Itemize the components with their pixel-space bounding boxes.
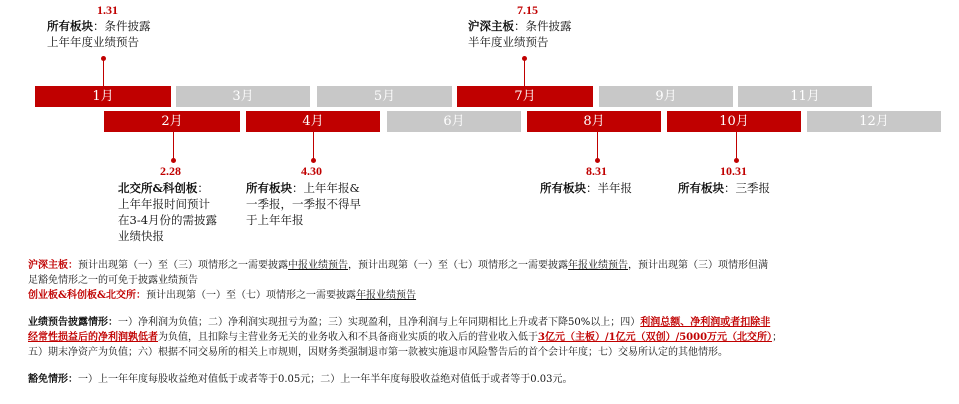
month-bar-feb: 2月 <box>104 111 240 132</box>
event-marker-feb28 <box>171 158 176 163</box>
month-bar-dec: 12月 <box>807 111 941 132</box>
event-date-jan31: 1.31 <box>97 3 118 17</box>
note-gem-star-bse: 创业板&科创板&北交所：预计出现第（一）至（七）项情形之一需要披露年报业绩预告 <box>28 290 417 301</box>
event-date-jul15: 7.15 <box>517 3 538 17</box>
event-annotation-jul15: 沪深主板：条件披露 半年度业绩预告 <box>468 19 572 49</box>
event-marker-aug31 <box>595 158 600 163</box>
event-date-feb28: 2.28 <box>160 164 181 178</box>
event-annotation-oct31: 所有板块：三季报 <box>678 181 770 195</box>
month-bar-jul: 7月 <box>457 86 593 107</box>
event-annotation-aug31: 所有板块：半年报 <box>540 181 632 195</box>
event-annotation-apr30: 所有板块：上年年报& 一季报，一季报不得早 于上年年报 <box>246 181 361 227</box>
event-annotation-feb28: 北交所&科创板： 上年年报时间预计 在3-4月份的需披露 业绩快报 <box>118 181 218 243</box>
month-bar-nov: 11月 <box>738 86 872 107</box>
month-bar-oct: 10月 <box>667 111 801 132</box>
event-line-jan31 <box>103 58 104 86</box>
event-marker-oct31 <box>734 158 739 163</box>
notes-section <box>28 258 933 387</box>
note-disclosure-conditions: 业绩预告披露情形：一）净利润为负值；二）净利润实现扭亏为盈；三）实现盈利，且净利润与上年同期相比上升或者下降50%以上；四）利润总额、净利润或者扣除非 经常性损益后的净利润孰低者为负值，且扣除与主营业务无关的业务收入和不具备商业实质的收入后的营业收入低于3亿元（主板）/1亿元（双创）/5000万元（北交所）； 五）期末净资产为负值；六）根据不同交易所的相关上市规则，因财务类强制退市第一款被实施退市风险警告后的首个会计年度；七）交易所认定的其他情形。 <box>28 317 783 358</box>
event-line-jul15 <box>524 58 525 86</box>
note-main-board: 沪深主板：预计出现第（一）至（三）项情形之一需要披露中报业绩预告，预计出现第（一）至（七）项情形之一需要披露年报业绩预告，预计出现第（三）项情形但满 足豁免情形之一的可免于披露业绩预告 <box>28 260 768 286</box>
month-bar-jun: 6月 <box>387 111 521 132</box>
event-date-apr30: 4.30 <box>301 164 322 178</box>
month-bar-aug: 8月 <box>527 111 661 132</box>
note-exemptions: 豁免情形：一）上一年年度每股收益绝对值低于或者等于0.05元；二）上一年半年度每股收益绝对值低于或者等于0.03元。 <box>28 374 573 385</box>
month-bar-may: 5月 <box>317 86 452 107</box>
event-date-oct31: 10.31 <box>720 164 747 178</box>
month-bar-sep: 9月 <box>599 86 733 107</box>
event-marker-apr30 <box>311 158 316 163</box>
month-bar-mar: 3月 <box>176 86 310 107</box>
month-bar-apr: 4月 <box>246 111 380 132</box>
month-bar-jan: 1月 <box>35 86 171 107</box>
event-annotation-jan31: 所有板块：条件披露 上年年度业绩预告 <box>47 19 151 49</box>
event-date-aug31: 8.31 <box>586 164 607 178</box>
